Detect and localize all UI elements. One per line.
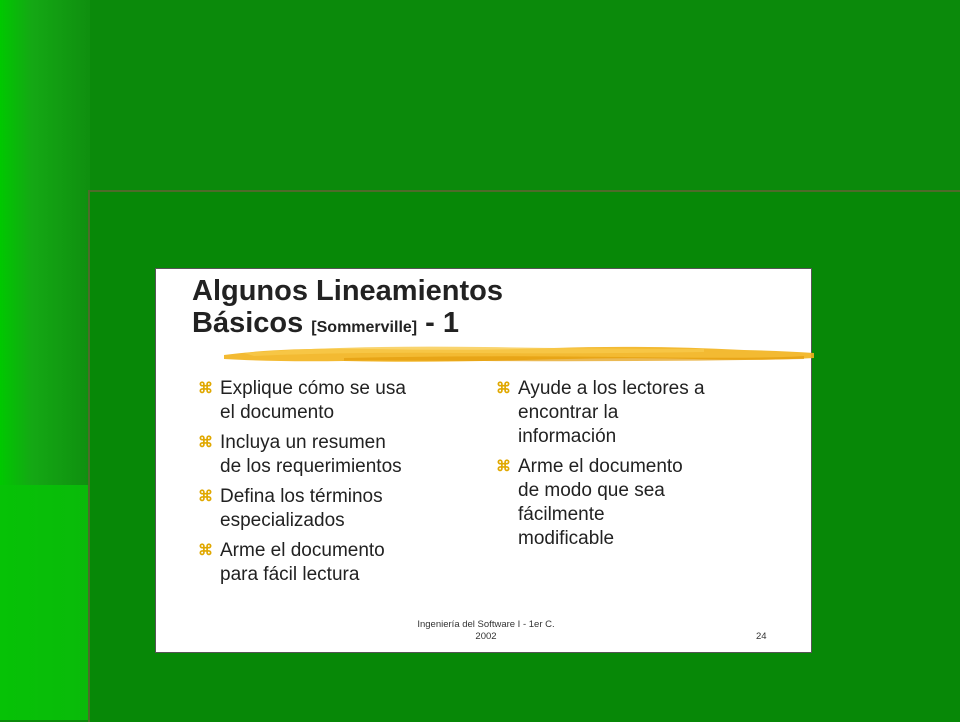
list-item: ⌘ Arme el documento de modo que sea fácilmente modificable: [496, 456, 683, 549]
left-bullet-list: [198, 377, 468, 593]
brush-stroke-decoration: [224, 341, 814, 365]
list-item: ⌘ Explique cómo se usa el documento: [198, 378, 406, 423]
title-line2: Básicos: [192, 307, 304, 339]
page-number: 24: [756, 631, 767, 642]
footer-course: Ingeniería del Software I - 1er C.: [417, 619, 555, 630]
list-item: ⌘ Arme el documento para fácil lectura: [198, 540, 385, 585]
footer-year: 2002: [475, 631, 497, 642]
command-symbol-icon: ⌘: [198, 434, 213, 451]
command-symbol-icon: ⌘: [496, 380, 511, 397]
list-item: ⌘ Incluya un resumen de los requerimientos: [198, 432, 402, 477]
command-symbol-icon: ⌘: [198, 542, 213, 559]
list-item: ⌘ Defina los términos especializados: [198, 486, 383, 531]
command-symbol-icon: ⌘: [198, 380, 213, 397]
slide-image: [155, 268, 812, 653]
title-reference: [Sommerville]: [311, 319, 418, 336]
command-symbol-icon: ⌘: [496, 458, 511, 475]
title-line1: Algunos Lineamientos: [192, 275, 503, 307]
slide-title: [192, 275, 503, 344]
list-item: ⌘ Ayude a los lectores a encontrar la información: [496, 378, 705, 447]
title-suffix: - 1: [425, 307, 460, 339]
right-bullet-list: [496, 377, 796, 557]
slide-footer: [356, 619, 616, 643]
command-symbol-icon: ⌘: [198, 488, 213, 505]
